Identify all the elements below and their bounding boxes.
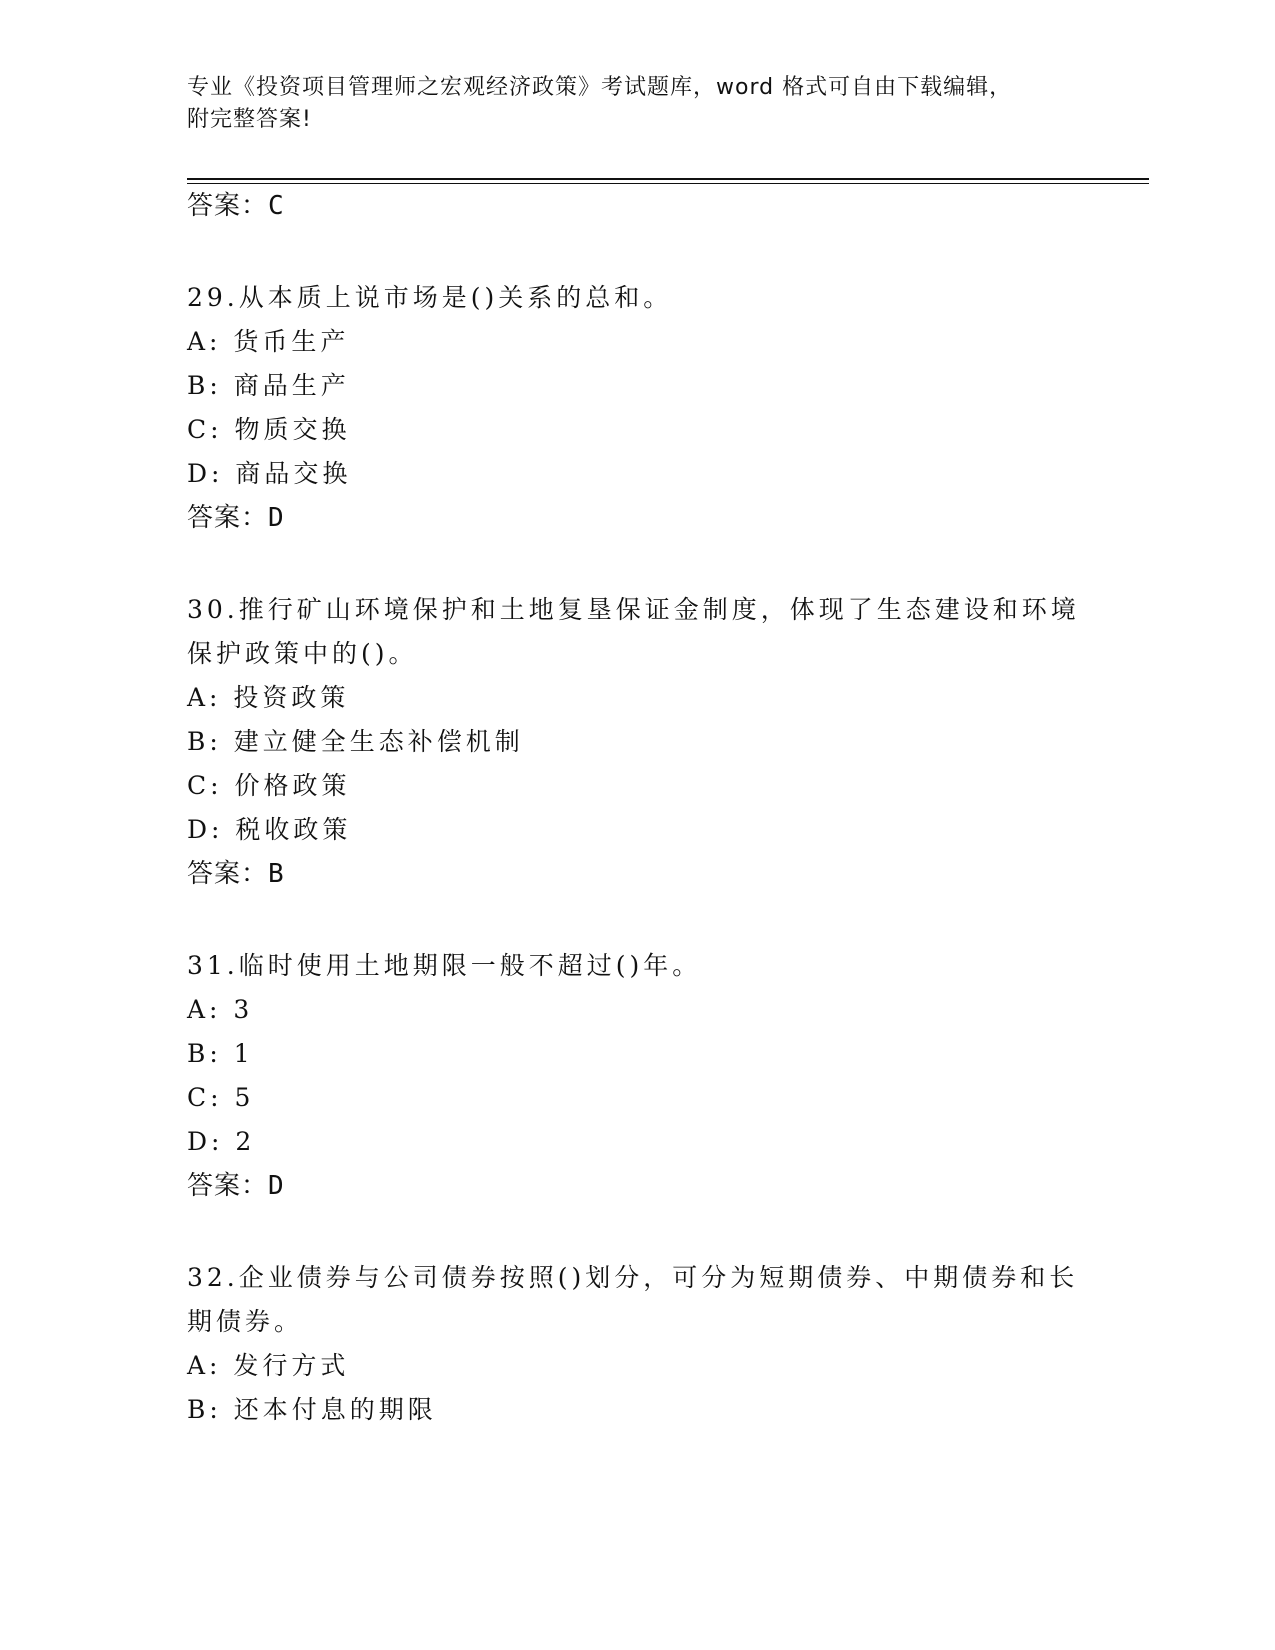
question-29-stem: 29.从本质上说市场是()关系的总和。 — [187, 283, 673, 312]
question-30-stem-line-2: 保护政策中的()。 — [187, 639, 418, 668]
question-29-option-b: B: 商品生产 — [187, 371, 350, 400]
question-29-option-c: C: 物质交换 — [187, 415, 351, 444]
question-29-option-a: A: 货币生产 — [187, 327, 350, 356]
question-30-option-c: C: 价格政策 — [187, 771, 351, 800]
answer-label: 答案： — [187, 191, 269, 221]
answer-value: D — [268, 503, 285, 533]
answer-label: 答案： — [187, 503, 269, 533]
answer-value: B — [268, 859, 285, 889]
header-line-2: 附完整答案! — [187, 107, 312, 132]
question-30-option-d: D: 税收政策 — [187, 815, 352, 844]
question-31-stem: 31.临时使用土地期限一般不超过()年。 — [187, 951, 702, 980]
question-32-option-b: B: 还本付息的期限 — [187, 1395, 437, 1424]
answer-label: 答案： — [187, 859, 269, 889]
header-line-1: 专业《投资项目管理师之宏观经济政策》考试题库，word 格式可自由下载编辑， — [187, 75, 1013, 100]
header-rule-thick — [187, 178, 1149, 180]
question-30-stem-line-1: 30.推行矿山环境保护和土地复垦保证金制度，体现了生态建设和环境 — [187, 595, 1080, 624]
question-31-option-b: B: 1 — [187, 1039, 254, 1068]
question-31-answer — [187, 1170, 285, 1202]
header-rule-thin — [187, 183, 1149, 184]
question-29-answer — [187, 502, 285, 534]
prev-answer — [187, 190, 285, 222]
question-31-option-a: A: 3 — [187, 995, 254, 1024]
question-32-stem-line-2: 期债券。 — [187, 1307, 304, 1336]
question-31-option-c: C: 5 — [187, 1083, 255, 1112]
question-29-option-d: D: 商品交换 — [187, 459, 352, 488]
answer-value: C — [268, 191, 285, 221]
question-30-option-a: A: 投资政策 — [187, 683, 350, 712]
question-31-option-d: D: 2 — [187, 1127, 256, 1156]
question-32-stem-line-1: 32.企业债券与公司债券按照()划分，可分为短期债券、中期债券和长 — [187, 1263, 1079, 1292]
question-30-option-b: B: 建立健全生态补偿机制 — [187, 727, 524, 756]
answer-value: D — [268, 1171, 285, 1201]
question-30-answer — [187, 858, 285, 890]
answer-label: 答案： — [187, 1171, 269, 1201]
question-32-option-a: A: 发行方式 — [187, 1351, 350, 1380]
document-header — [187, 72, 1087, 136]
